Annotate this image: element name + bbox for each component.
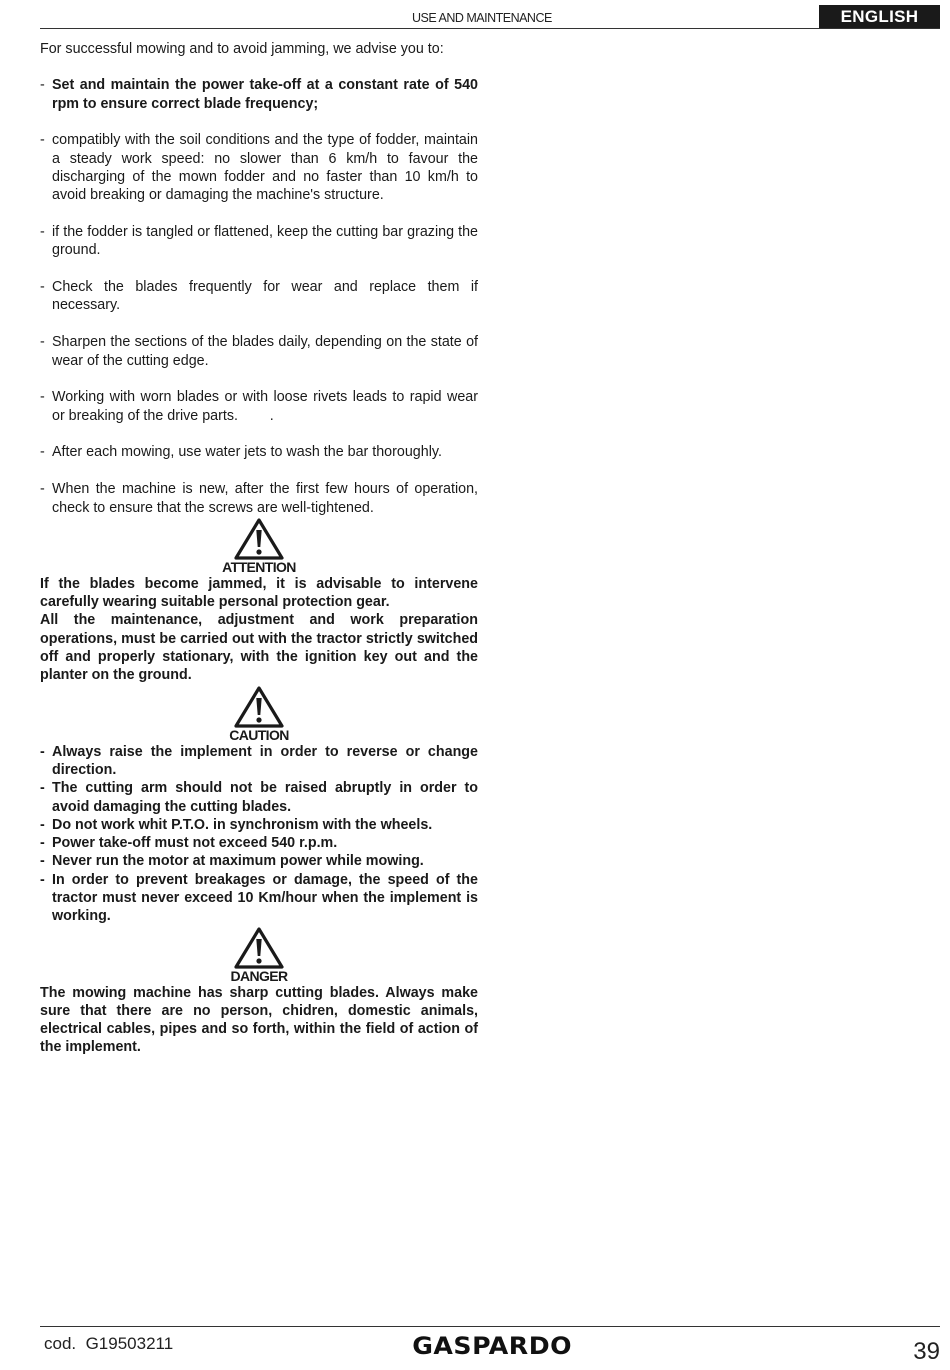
- caution-block: [40, 685, 478, 743]
- attention-block: [40, 517, 478, 575]
- danger-label: DANGER: [230, 967, 288, 984]
- main-column: [40, 40, 482, 1057]
- caution-item: - Power take-off must not exceed 540 r.p.m.: [40, 835, 338, 852]
- advice-item: - When the machine is new, after the first few hours of operation, check to ensure that the screws are well-tightened.: [40, 481, 478, 516]
- warning-triangle-icon: [233, 926, 285, 970]
- caution-item: - Never run the motor at maximum power while mowing.: [40, 853, 424, 870]
- intro-text: For successful mowing and to avoid jamming, we advise you to:: [40, 41, 444, 57]
- attention-label: ATTENTION: [222, 558, 296, 575]
- advice-item: - Working with worn blades or with loose rivets leads to rapid wear or breaking of the drive parts. .: [40, 389, 482, 424]
- attention-text: If the blades become jammed, it is advisable to intervene carefully wearing suitable personal protection gear.: [40, 575, 478, 611]
- caution-item: - Always raise the implement in order to reverse or change direction.: [40, 743, 478, 778]
- document-code: cod. G19503211: [44, 1334, 174, 1353]
- caution-list: [40, 743, 478, 926]
- brand-logo: GASPARDO: [412, 1332, 573, 1360]
- advice-item: - compatibly with the soil conditions and the type of fodder, maintain a steady work speed: no slower than 6 km/h to favour the discharging of the mown fodder and no faster than 10 km/h to avoid breaking or damaging the machine's structure.: [40, 132, 478, 204]
- caution-item: - The cutting arm should not be raised abruptly in order to avoid damaging the cutting blades.: [40, 780, 478, 815]
- language-badge: ENGLISH: [819, 5, 940, 28]
- footer-divider: [40, 1326, 940, 1327]
- caution-item: - Do not work whit P.T.O. in synchronism with the wheels.: [40, 816, 433, 833]
- header-divider: [40, 28, 940, 29]
- attention-text: All the maintenance, adjustment and work preparation operations, must be carried out with the tractor strictly switched off and properly stationary, with the ignition key out and the planter on the ground.: [40, 612, 478, 684]
- advice-item: - Set and maintain the power take-off at a constant rate of 540 rpm to ensure correct blade frequency;: [40, 77, 478, 112]
- advice-item: - Sharpen the sections of the blades daily, depending on the state of wear of the cutting edge.: [40, 334, 478, 369]
- caution-item: - In order to prevent breakages or damage, the speed of the tractor must never exceed 10 Km/hour when the implement is working.: [40, 871, 478, 925]
- warning-triangle-icon: [233, 517, 285, 561]
- advice-item: - Check the blades frequently for wear and replace them if necessary.: [40, 279, 478, 314]
- danger-text: The mowing machine has sharp cutting blades. Always make sure that there are no person, chidren, domestic animals, electrical cables, pipes and so forth, within the field of action of the implement.: [40, 984, 478, 1056]
- danger-block: [40, 926, 478, 984]
- advice-item: - After each mowing, use water jets to wash the bar thoroughly.: [40, 444, 442, 461]
- advice-item: - if the fodder is tangled or flattened, keep the cutting bar grazing the ground.: [40, 224, 478, 259]
- warning-triangle-icon: [233, 685, 285, 729]
- caution-label: CAUTION: [229, 726, 289, 743]
- page-number: 39: [913, 1338, 940, 1365]
- section-title: USE AND MAINTENANCE: [412, 11, 552, 25]
